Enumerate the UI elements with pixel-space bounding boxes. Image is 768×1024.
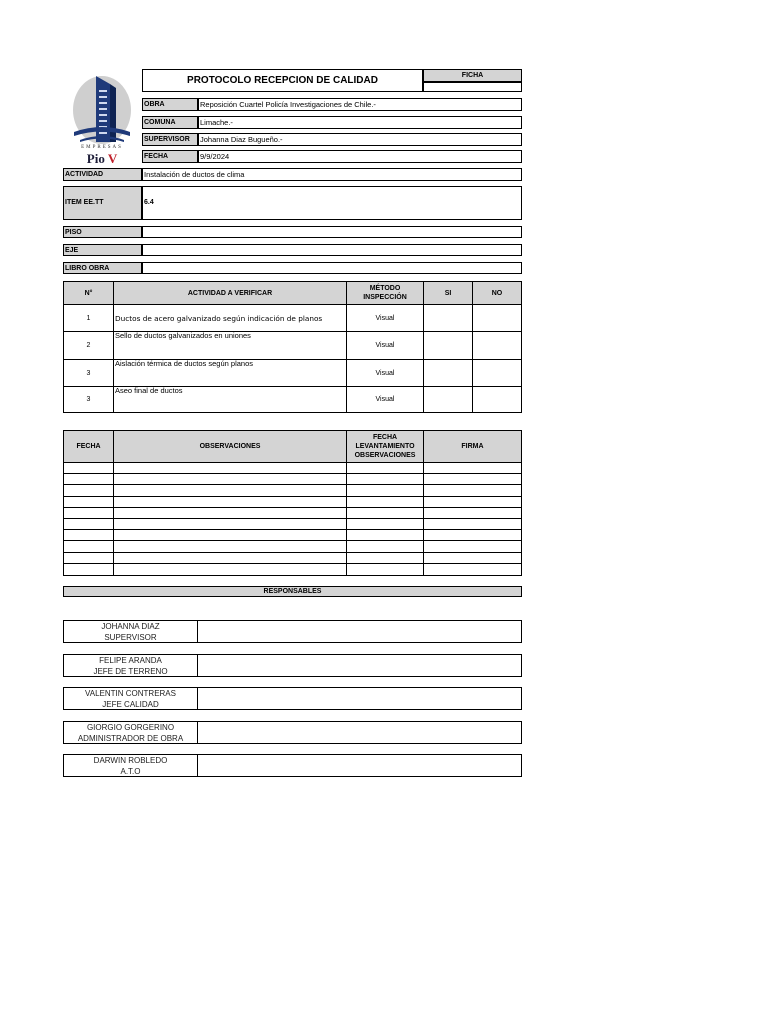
obs-row-5-observacion[interactable] bbox=[114, 508, 347, 519]
checklist-row-3-num: 3 bbox=[64, 360, 114, 387]
responsable-3-label bbox=[64, 688, 198, 709]
obs-row-7-observacion[interactable] bbox=[114, 530, 347, 541]
eje-label: EJE bbox=[63, 244, 142, 256]
responsable-5-label bbox=[64, 755, 198, 776]
responsables-title-bar bbox=[63, 586, 522, 597]
responsable-5-name: DARWIN ROBLEDO bbox=[93, 755, 168, 765]
obs-row-5-firma[interactable] bbox=[424, 508, 521, 519]
observaciones-table bbox=[63, 430, 522, 576]
checklist-row-4-no[interactable] bbox=[473, 387, 521, 412]
responsable-5-role: A.T.O bbox=[120, 766, 141, 776]
obs-row-10-fecha[interactable] bbox=[64, 564, 114, 575]
obs-row-1-fecha[interactable] bbox=[64, 463, 114, 474]
obs-row-8-observacion[interactable] bbox=[114, 541, 347, 552]
obs-row-6-fecha-levantamiento[interactable] bbox=[347, 519, 424, 530]
ficha-label: FICHA bbox=[461, 72, 484, 79]
obs-row-5-fecha[interactable] bbox=[64, 508, 114, 519]
obs-row-7-fecha[interactable] bbox=[64, 530, 114, 541]
checklist-row-4-actividad: Aseo final de ductos bbox=[114, 387, 347, 412]
responsable-3-signature[interactable] bbox=[198, 688, 521, 709]
checklist-table bbox=[63, 281, 522, 413]
checklist-row-1-no[interactable] bbox=[473, 305, 521, 332]
obs-row-3-fecha-levantamiento[interactable] bbox=[347, 485, 424, 496]
responsable-2-signature[interactable] bbox=[198, 655, 521, 676]
checklist-row-1-actividad: Ductos de acero galvanizado según indicación de planos bbox=[114, 305, 347, 332]
responsables-title: RESPONSABLES bbox=[263, 588, 322, 595]
obs-row-6-firma[interactable] bbox=[424, 519, 521, 530]
obs-row-3-firma[interactable] bbox=[424, 485, 521, 496]
checklist-header-si: SI bbox=[424, 282, 473, 305]
obs-row-9-fecha[interactable] bbox=[64, 553, 114, 564]
ficha-label-cell bbox=[423, 69, 522, 82]
checklist-row-1-si[interactable] bbox=[424, 305, 473, 332]
obs-row-9-fecha-levantamiento[interactable] bbox=[347, 553, 424, 564]
company-name-suffix: V bbox=[107, 151, 118, 166]
obs-row-3-fecha[interactable] bbox=[64, 485, 114, 496]
document-title-box bbox=[142, 69, 423, 92]
obs-row-8-firma[interactable] bbox=[424, 541, 521, 552]
comuna-label: COMUNA bbox=[142, 116, 198, 129]
obs-row-2-fecha-levantamiento[interactable] bbox=[347, 474, 424, 485]
libro-obra-value[interactable] bbox=[142, 262, 522, 274]
supervisor-value[interactable]: Johanna Diaz Bugueño.- bbox=[198, 133, 522, 146]
building-logo-icon bbox=[66, 70, 138, 148]
responsable-block-5 bbox=[63, 754, 522, 777]
checklist-row-2-no[interactable] bbox=[473, 332, 521, 360]
document-title: PROTOCOLO RECEPCION DE CALIDAD bbox=[187, 75, 378, 86]
comuna-value[interactable]: Limache.- bbox=[198, 116, 522, 129]
obs-row-4-firma[interactable] bbox=[424, 497, 521, 508]
obs-row-1-firma[interactable] bbox=[424, 463, 521, 474]
obs-row-2-fecha[interactable] bbox=[64, 474, 114, 485]
responsable-block-2 bbox=[63, 654, 522, 677]
checklist-row-4-metodo: Visual bbox=[347, 387, 424, 412]
checklist-row-2-num: 2 bbox=[64, 332, 114, 360]
obs-row-7-firma[interactable] bbox=[424, 530, 521, 541]
responsable-4-signature[interactable] bbox=[198, 722, 521, 743]
responsable-5-signature[interactable] bbox=[198, 755, 521, 776]
obs-header-fecha-levantamiento: FECHA LEVANTAMIENTO OBSERVACIONES bbox=[347, 431, 424, 463]
item-value[interactable]: 6.4 bbox=[142, 186, 522, 220]
checklist-row-3-actividad: Aislación térmica de ductos según planos bbox=[114, 360, 347, 387]
obs-row-10-observacion[interactable] bbox=[114, 564, 347, 575]
responsable-1-label bbox=[64, 621, 198, 642]
responsable-block-4 bbox=[63, 721, 522, 744]
ficha-value-cell[interactable] bbox=[423, 82, 522, 92]
actividad-value[interactable]: Instalación de ductos de clima bbox=[142, 168, 522, 181]
checklist-row-2-si[interactable] bbox=[424, 332, 473, 360]
obs-row-1-observacion[interactable] bbox=[114, 463, 347, 474]
obs-row-10-fecha-levantamiento[interactable] bbox=[347, 564, 424, 575]
obs-row-9-firma[interactable] bbox=[424, 553, 521, 564]
checklist-row-4-si[interactable] bbox=[424, 387, 473, 412]
responsable-3-name: VALENTIN CONTRERAS bbox=[85, 688, 176, 698]
obs-row-1-fecha-levantamiento[interactable] bbox=[347, 463, 424, 474]
obs-row-8-fecha[interactable] bbox=[64, 541, 114, 552]
obs-row-9-observacion[interactable] bbox=[114, 553, 347, 564]
checklist-header-actividad: ACTIVIDAD A VERIFICAR bbox=[114, 282, 347, 305]
obs-header-observaciones: OBSERVACIONES bbox=[114, 431, 347, 463]
obs-row-6-observacion[interactable] bbox=[114, 519, 347, 530]
eje-value[interactable] bbox=[142, 244, 522, 256]
company-name bbox=[66, 151, 138, 167]
obs-header-firma: FIRMA bbox=[424, 431, 521, 463]
piso-label: PISO bbox=[63, 226, 142, 238]
supervisor-label: SUPERVISOR bbox=[142, 133, 198, 146]
checklist-row-2-metodo: Visual bbox=[347, 332, 424, 360]
obs-rows bbox=[64, 463, 521, 575]
fecha-label: FECHA bbox=[142, 150, 198, 163]
actividad-label: ACTIVIDAD bbox=[63, 168, 142, 181]
obs-row-8-fecha-levantamiento[interactable] bbox=[347, 541, 424, 552]
checklist-row-1-num: 1 bbox=[64, 305, 114, 332]
obra-value[interactable]: Reposición Cuartel Policía Investigaciones de Chile.- bbox=[198, 98, 522, 111]
obs-row-7-fecha-levantamiento[interactable] bbox=[347, 530, 424, 541]
checklist-row-3-si[interactable] bbox=[424, 360, 473, 387]
responsable-4-role: ADMINISTRADOR DE OBRA bbox=[77, 733, 184, 743]
obs-row-4-observacion[interactable] bbox=[114, 497, 347, 508]
obs-row-5-fecha-levantamiento[interactable] bbox=[347, 508, 424, 519]
checklist-header-num: N° bbox=[64, 282, 114, 305]
libro-obra-label: LIBRO OBRA bbox=[63, 262, 142, 274]
obra-label: OBRA bbox=[142, 98, 198, 111]
obs-row-2-firma[interactable] bbox=[424, 474, 521, 485]
obs-row-6-fecha[interactable] bbox=[64, 519, 114, 530]
checklist-header-metodo: MÉTODO INSPECCIÓN bbox=[347, 282, 424, 305]
obs-row-4-fecha[interactable] bbox=[64, 497, 114, 508]
checklist-header-no: NO bbox=[473, 282, 521, 305]
checklist-row-2-actividad: Sello de ductos galvanizados en uniones bbox=[114, 332, 347, 360]
responsable-4-name: GIORGIO GORGERINO bbox=[86, 722, 175, 732]
company-logo bbox=[66, 70, 138, 168]
checklist-row-3-no[interactable] bbox=[473, 360, 521, 387]
obs-header-fecha: FECHA bbox=[64, 431, 114, 463]
obs-row-10-firma[interactable] bbox=[424, 564, 521, 575]
ficha-value bbox=[424, 89, 425, 98]
responsable-2-role: JEFE DE TERRENO bbox=[93, 666, 168, 676]
responsable-3-role: JEFE CALIDAD bbox=[102, 699, 159, 709]
piso-value[interactable] bbox=[142, 226, 522, 238]
checklist-row-3-metodo: Visual bbox=[347, 360, 424, 387]
responsable-1-role: SUPERVISOR bbox=[104, 632, 157, 642]
responsable-2-name: FELIPE ARANDA bbox=[99, 655, 162, 665]
checklist-row-4-num: 3 bbox=[64, 387, 114, 412]
responsable-4-label bbox=[64, 722, 198, 743]
responsable-block-1 bbox=[63, 620, 522, 643]
obs-row-2-observacion[interactable] bbox=[114, 474, 347, 485]
responsable-block-3 bbox=[63, 687, 522, 710]
company-name-main: Pio bbox=[86, 151, 105, 166]
obs-row-3-observacion[interactable] bbox=[114, 485, 347, 496]
responsable-1-name: JOHANNA DIAZ bbox=[101, 621, 160, 631]
fecha-value[interactable]: 9/9/2024 bbox=[198, 150, 522, 163]
company-top-text: EMPRESAS bbox=[81, 145, 123, 150]
obs-row-4-fecha-levantamiento[interactable] bbox=[347, 497, 424, 508]
checklist-row-1-metodo: Visual bbox=[347, 305, 424, 332]
responsable-2-label bbox=[64, 655, 198, 676]
responsable-1-signature[interactable] bbox=[198, 621, 521, 642]
item-label: ITEM EE.TT bbox=[63, 186, 142, 220]
